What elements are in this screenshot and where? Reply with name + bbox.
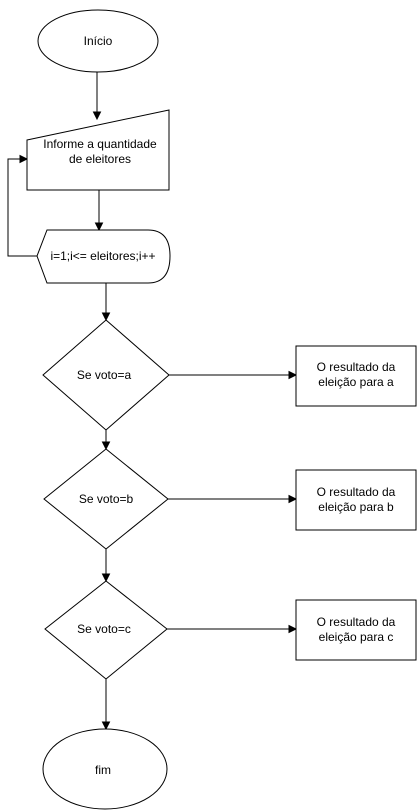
end-label: fim — [95, 763, 111, 777]
decision-c-label: Se voto=c — [77, 622, 131, 636]
loop-label: i=1;i<= eleitores;i++ — [50, 249, 156, 263]
start-label: Início — [83, 34, 113, 48]
arrowhead-decision-c-to-result-c — [289, 626, 296, 633]
arrowhead-input-to-loop — [96, 223, 103, 230]
arrowhead-decision-b-to-decision-c — [103, 574, 110, 581]
result-a-label-line2: eleição para a — [318, 375, 394, 389]
arrowhead-decision-a-to-result-a — [289, 372, 296, 379]
decision-a-node[interactable] — [43, 320, 169, 430]
arrowhead-loop-to-decision-a — [103, 313, 110, 320]
arrowhead-start-to-input — [94, 112, 101, 119]
arrowhead-decision-b-to-result-b — [289, 496, 296, 503]
arrowhead-loop-back — [20, 156, 27, 163]
loop-node[interactable] — [37, 230, 170, 283]
arrowhead-decision-c-to-end — [103, 722, 110, 729]
input-label-line2: de eleitores — [68, 152, 132, 166]
result-b-label-line2: eleição para b — [318, 500, 394, 514]
input-node[interactable] — [27, 110, 169, 190]
decision-a-label: Se voto=a — [76, 368, 132, 382]
result-c-label-line2: eleição para c — [318, 630, 394, 644]
result-b-label-line1: O resultado da — [316, 485, 396, 499]
result-a-node[interactable] — [296, 346, 416, 406]
result-b-node[interactable] — [296, 470, 416, 530]
decision-b-label: Se voto=b — [78, 492, 134, 506]
end-node[interactable] — [43, 729, 167, 809]
start-node[interactable] — [38, 10, 158, 72]
arrowhead-decision-a-to-decision-b — [103, 442, 110, 449]
result-a-label-line1: O resultado da — [316, 360, 396, 374]
input-label-line1: Informe a quantidade — [43, 137, 157, 151]
result-c-node[interactable] — [296, 600, 416, 660]
result-c-label-line1: O resultado da — [316, 615, 396, 629]
decision-b-node[interactable] — [44, 449, 168, 549]
decision-c-node[interactable] — [45, 581, 167, 679]
